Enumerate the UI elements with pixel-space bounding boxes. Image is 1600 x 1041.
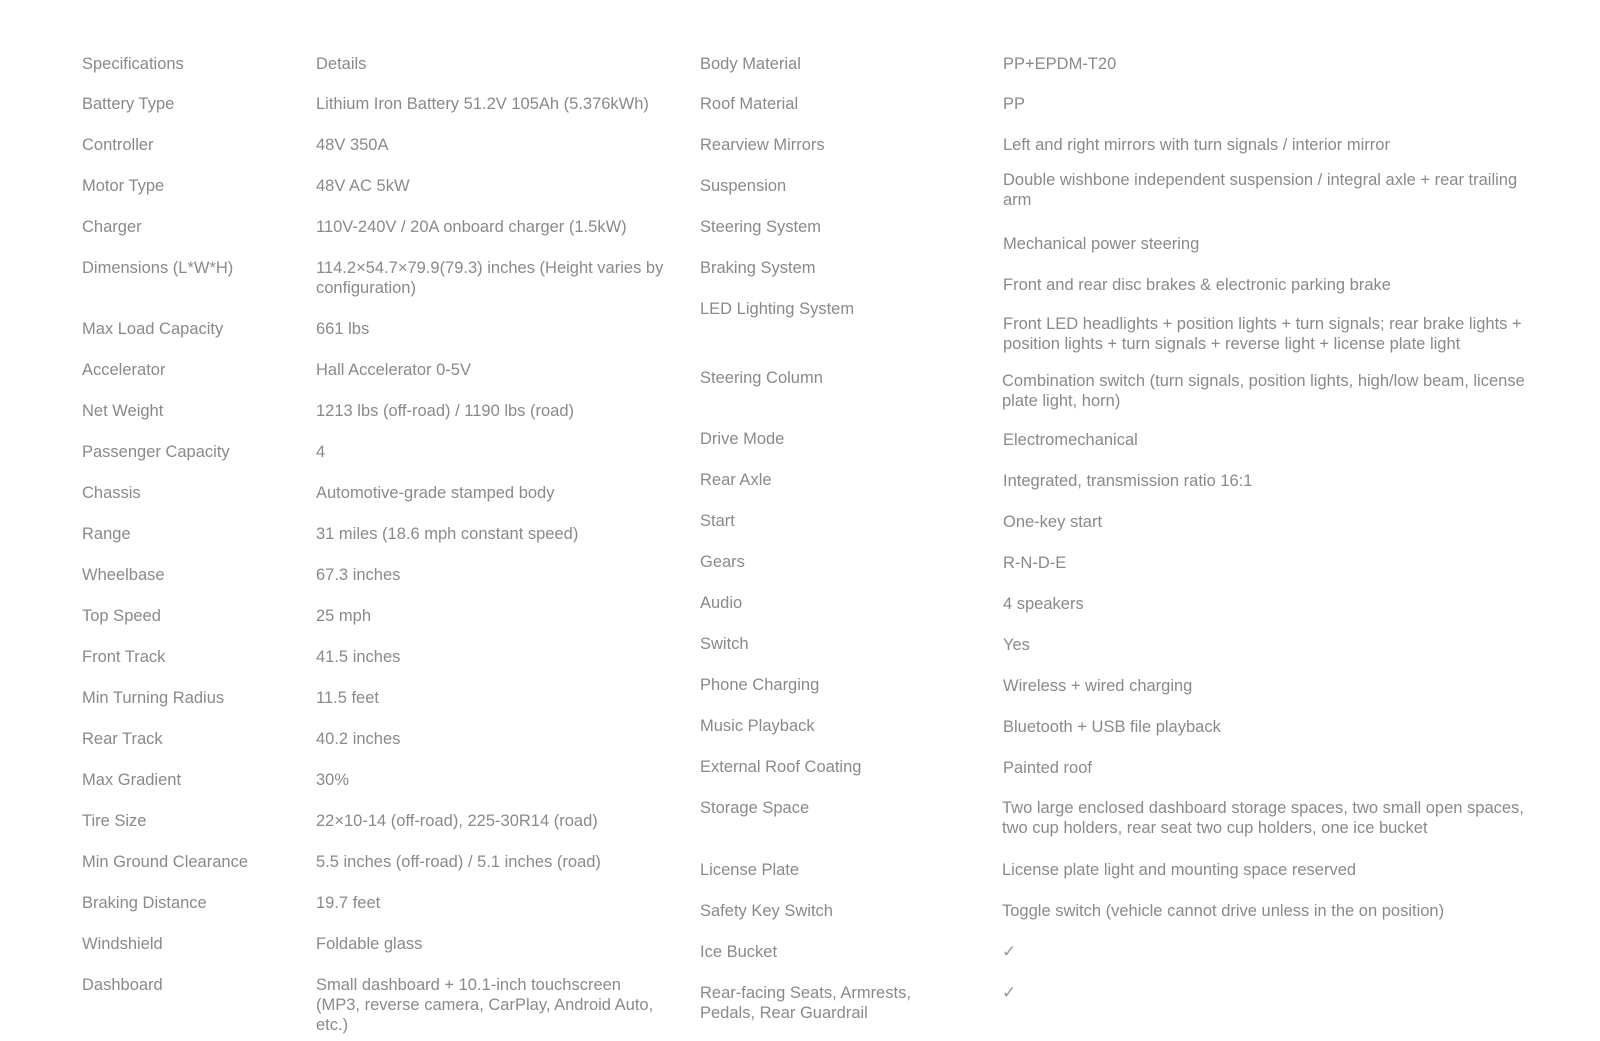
spec-label: Drive Mode: [700, 430, 785, 448]
spec-label: Audio: [700, 594, 743, 612]
spec-value: 19.7 feet: [316, 894, 381, 912]
spec-value: Painted roof: [1003, 759, 1092, 777]
spec-value: Lithium Iron Battery 51.2V 105Ah (5.376kWh): [316, 95, 649, 113]
spec-label: Steering System: [700, 218, 822, 236]
spec-value: 41.5 inches: [316, 648, 401, 666]
spec-value: PP+EPDM-T20: [1003, 55, 1117, 73]
spec-label: Braking System: [700, 259, 816, 277]
spec-value: 48V 350A: [316, 136, 389, 154]
spec-value: 25 mph: [316, 607, 372, 625]
spec-value: Small dashboard + 10.1-inch touchscreen (MP3, reverse camera, CarPlay, Android Auto, etc.): [316, 976, 654, 1034]
spec-label: Wheelbase: [82, 566, 165, 584]
spec-value: Toggle switch (vehicle cannot drive unless in the on position): [1002, 902, 1445, 920]
spec-label: Top Speed: [82, 607, 161, 625]
check-icon: ✓: [1002, 942, 1017, 961]
spec-value: 114.2×54.7×79.9(79.3) inches (Height varies by configuration): [316, 259, 664, 297]
spec-label: Rearview Mirrors: [700, 136, 825, 154]
spec-label: License Plate: [700, 861, 800, 879]
spec-label: Body Material: [700, 55, 801, 73]
spec-label: Tire Size: [82, 812, 147, 830]
spec-value: Automotive-grade stamped body: [316, 484, 555, 502]
spec-value: Hall Accelerator 0-5V: [316, 361, 471, 379]
spec-label: Rear Axle: [700, 471, 772, 489]
spec-label: Ice Bucket: [700, 943, 778, 961]
spec-value: 48V AC 5kW: [316, 177, 410, 195]
spec-label: Dashboard: [82, 976, 163, 994]
spec-value: Electromechanical: [1003, 431, 1138, 449]
spec-value: 40.2 inches: [316, 730, 401, 748]
spec-value: 31 miles (18.6 mph constant speed): [316, 525, 579, 543]
spec-value: PP: [1003, 95, 1026, 113]
spec-label: Phone Charging: [700, 676, 820, 694]
spec-label: Front Track: [82, 648, 166, 666]
spec-label: Chassis: [82, 484, 141, 502]
spec-value: Combination switch (turn signals, position lights, high/low beam, license plate light, horn): [1002, 372, 1525, 410]
spec-value: R-N-D-E: [1003, 554, 1067, 572]
spec-value: 1213 lbs (off-road) / 1190 lbs (road): [316, 402, 575, 420]
check-icon: ✓: [1002, 983, 1017, 1002]
spec-label: LED Lighting System: [700, 300, 855, 318]
spec-value: 5.5 inches (off-road) / 5.1 inches (road): [316, 853, 601, 871]
spec-value: Wireless + wired charging: [1003, 677, 1193, 695]
spec-label: Motor Type: [82, 177, 165, 195]
header-details: Details: [316, 55, 367, 73]
spec-value: Integrated, transmission ratio 16:1: [1003, 472, 1253, 490]
spec-label: Windshield: [82, 935, 163, 953]
spec-value: 67.3 inches: [316, 566, 401, 584]
spec-value: Front LED headlights + position lights + turn signals; rear brake lights + position lights + turn signals + reverse light + license plate light: [1003, 315, 1522, 353]
spec-label: Charger: [82, 218, 142, 236]
spec-value: One-key start: [1003, 513, 1103, 531]
spec-value: 4 speakers: [1003, 595, 1084, 613]
spec-value: Front and rear disc brakes & electronic parking brake: [1003, 276, 1391, 294]
spec-label: Max Gradient: [82, 771, 182, 789]
spec-label: Passenger Capacity: [82, 443, 230, 461]
spec-label: Net Weight: [82, 402, 164, 420]
spec-value: Yes: [1003, 636, 1030, 654]
spec-label: External Roof Coating: [700, 758, 862, 776]
spec-value: 661 lbs: [316, 320, 370, 338]
spec-value: 30%: [316, 771, 350, 789]
spec-value: 11.5 feet: [316, 689, 379, 707]
spec-label: Roof Material: [700, 95, 799, 113]
spec-value: License plate light and mounting space reserved: [1002, 861, 1357, 879]
spec-label: Suspension: [700, 177, 787, 195]
spec-value: 22×10-14 (off-road), 225-30R14 (road): [316, 812, 598, 830]
spec-label: Switch: [700, 635, 749, 653]
spec-value: Double wishbone independent suspension / integral axle + rear trailing arm: [1003, 171, 1518, 209]
spec-label: Music Playback: [700, 717, 815, 735]
spec-value: Bluetooth + USB file playback: [1003, 718, 1221, 736]
spec-label: Braking Distance: [82, 894, 207, 912]
spec-label: Accelerator: [82, 361, 166, 379]
spec-label: Controller: [82, 136, 154, 154]
spec-label: Safety Key Switch: [700, 902, 833, 920]
spec-label: Range: [82, 525, 131, 543]
spec-value: 110V-240V / 20A onboard charger (1.5kW): [316, 218, 627, 236]
spec-label: Storage Space: [700, 799, 810, 817]
spec-value: 4: [316, 443, 326, 461]
spec-label: Gears: [700, 553, 745, 571]
spec-value: Left and right mirrors with turn signals / interior mirror: [1003, 136, 1390, 154]
spec-label: Steering Column: [700, 369, 823, 387]
spec-label: Rear-facing Seats, Armrests, Pedals, Rear Guardrail: [700, 984, 911, 1022]
spec-value: Mechanical power steering: [1003, 235, 1200, 253]
spec-label: Max Load Capacity: [82, 320, 224, 338]
spec-label: Start: [700, 512, 735, 530]
spec-label: Min Ground Clearance: [82, 853, 248, 871]
spec-label: Dimensions (L*W*H): [82, 259, 234, 277]
spec-value: Foldable glass: [316, 935, 423, 953]
spec-label: Rear Track: [82, 730, 163, 748]
spec-label: Min Turning Radius: [82, 689, 225, 707]
spec-value: Two large enclosed dashboard storage spaces, two small open spaces, two cup holders, rear seat two cup holders, one ice bucket: [1002, 799, 1524, 837]
header-specifications: Specifications: [82, 55, 184, 73]
spec-label: Battery Type: [82, 95, 175, 113]
